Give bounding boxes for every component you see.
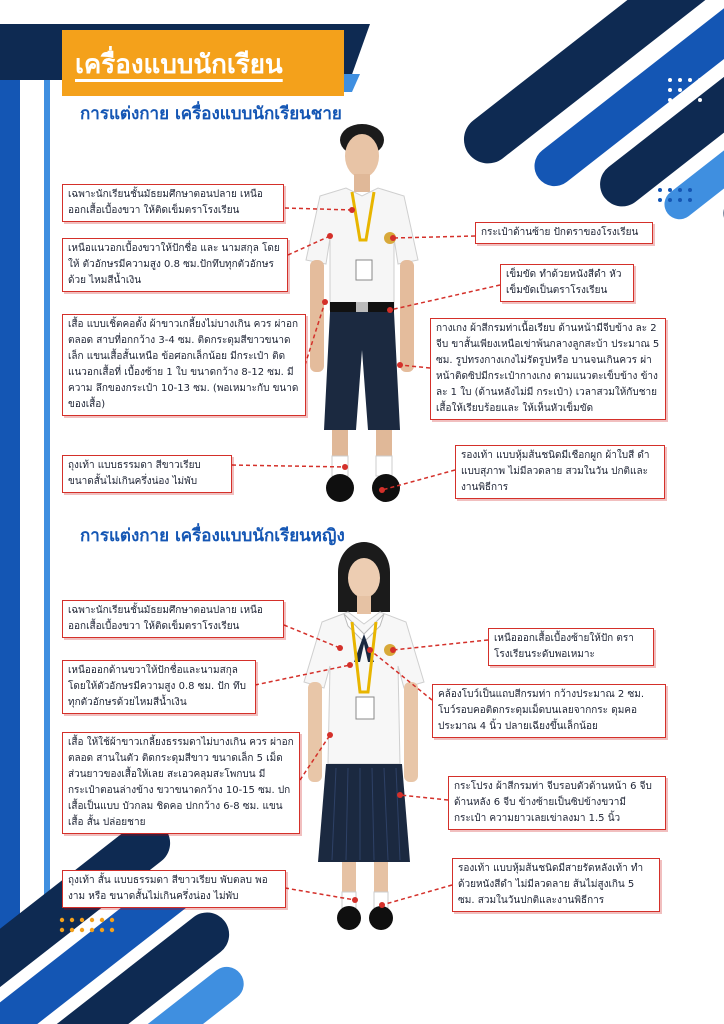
male-caption-pocket: กระเป๋าด้านซ้าย ปักตราของโรงเรียน: [475, 222, 653, 244]
page-title: เครื่องแบบนักเรียน: [75, 50, 283, 80]
male-caption-name: เหนือแนวอกเบื้องขวาให้ปักชื่อ และ นามสกุล โดยให้ ตัวอักษรมีความสูง 0.8 ซม.ปักทึบทุกตัวอักษรด้วย ไหมสีน้ำเงิน: [62, 238, 288, 292]
female-caption-skirt: กระโปรง ผ้าสีกรมท่า จีบรอบตัวด้านหน้า 6 จีบ ด้านหลัง 6 จีบ ข้างซ้ายเป็นซิปข้างขวามี กระเป๋า ความยาวเลยเข่าลงมา 1.5 นิ้ว: [448, 776, 666, 830]
female-section-title: การแต่งกาย เครื่องแบบนักเรียนหญิง: [80, 526, 345, 546]
female-caption-shirt: เสื้อ ให้ใช้ผ้าขาวเกลี้ยงธรรมดาไม่บางเกิน ควร ผ่าอกตลอด สานในตัว ติดกระดุมสีขาว ขนาดเล็ก 5 เม็ด ส่วนยาวของเสื้อให้เลย สะเอวคลุมสะโพกบน มีกระเป๋าตอนล่างข้าง ขวาขนาดกว้าง 10-15 ซม. ปกเสื้อเป็นแบบ บัวกลม ชิดคอ ปกกว้าง 6-8 ซม. แขนเสื้อ สั้น ปล่อยชาย: [62, 732, 300, 834]
female-caption-shoes: รองเท้า แบบหุ้มส้นชนิดมีสายรัดหลังเท้า ทำด้วยหนังสีดำ ไม่มีลวดลาย ส้นไม่สูงเกิน 5 ซม. สวมในวันปกติและงานพิธีการ: [452, 858, 660, 912]
female-caption-name: เหนือออกด้านขวาให้ปักชื่อและนามสกุล โดยให้ตัวอักษรมีความสูง 0.8 ซม. ปัก ทึบทุกตัวอักษรด้วยไหมสีน้ำเงิน: [62, 660, 256, 714]
male-caption-badge: เฉพาะนักเรียนชั้นมัธยมศึกษาตอนปลาย เหนือออกเสื้อเบื้องขวา ให้ติดเข็มตราโรงเรียน: [62, 184, 284, 222]
male-caption-belt: เข็มขัด ทำด้วยหนังสีดำ หัวเข็มขัดเป็นตราโรงเรียน: [500, 264, 634, 302]
female-caption-left-chest: เหนือออกเสื้อเบื้องซ้ายให้ปัก ตราโรงเรียนระดับพอเหมาะ: [488, 628, 654, 666]
female-caption-bow: คล้องโบว์เป็นแถบสีกรมท่า กว้างประมาณ 2 ซม. โบว์รอบคอติดกระดุมเม็ดบนเลยจากกระ ดุมคอประมาณ 4 นิ้ว ปลายเฉียงขึ้นเล็กน้อย: [432, 684, 666, 738]
female-caption-badge: เฉพาะนักเรียนชั้นมัธยมศึกษาตอนปลาย เหนือออกเสื้อเบื้องขวา ให้ติดเข็มตราโรงเรียน: [62, 600, 284, 638]
male-caption-shirt: เสื้อ แบบเชิ้ตคอตั้ง ผ้าขาวเกลี้ยงไม่บางเกิน ควร ผ่าอกตลอด สาบที่อกกว้าง 3-4 ซม. ติดกระดุมสีขาวขนาดเล็ก แขนเสื้อสั้นเหนือ ข้อศอกเล็กน้อย มีกระเป๋า ติดแนวอกเสื้อที่ เบื้องซ้าย 1 ใบ ขนาดกว้าง 8-12 ซม. มีความ ลึกของกระเป๋า 10-13 ซม. (พอเหมาะกับ ขนาดของเสื้อ): [62, 314, 306, 416]
male-caption-shoes: รองเท้า แบบหุ้มส้นชนิดมีเชือกผูก ผ้าใบสี ดำ แบบสุภาพ ไม่มีลวดลาย สวมในวัน ปกติและงานพิธีการ: [455, 445, 665, 499]
male-section-title: การแต่งกาย เครื่องแบบนักเรียนชาย: [80, 104, 342, 124]
female-caption-socks: ถุงเท้า สั้น แบบธรรมดา สีขาวเรียบ พับตลบ พองาม หรือ ขนาดสั้นไม่เกินครึ่งน่อง ไม่พับ: [62, 870, 286, 908]
male-caption-socks: ถุงเท้า แบบธรรมดา สีขาวเรียบ ขนาดสั้นไม่เกินครึ่งน่อง ไม่พับ: [62, 455, 232, 493]
male-caption-pants: กางเกง ผ้าสีกรมท่าเนื้อเรียบ ด้านหน้ามีจีบข้าง ละ 2 จีบ ขาสั้นเพียงเหนือเข่าพ้นกลางลูกสะบ้า ประมาณ 5 ซม. รูปทรงกางเกงไม่รัดรูปหรือ บานจนเกินควร ผ่าหน้าติดซิปมีกระเป๋ากางเกง ตามแนวตะเข็บข้าง ข้างละ 1 ใบ (ด้านหลังไม่มี กระเป๋า) เวลาสวมให้กับชายเสื้อให้เรียบร้อยและ ให้เห็นหัวเข็มขัด: [430, 318, 666, 420]
